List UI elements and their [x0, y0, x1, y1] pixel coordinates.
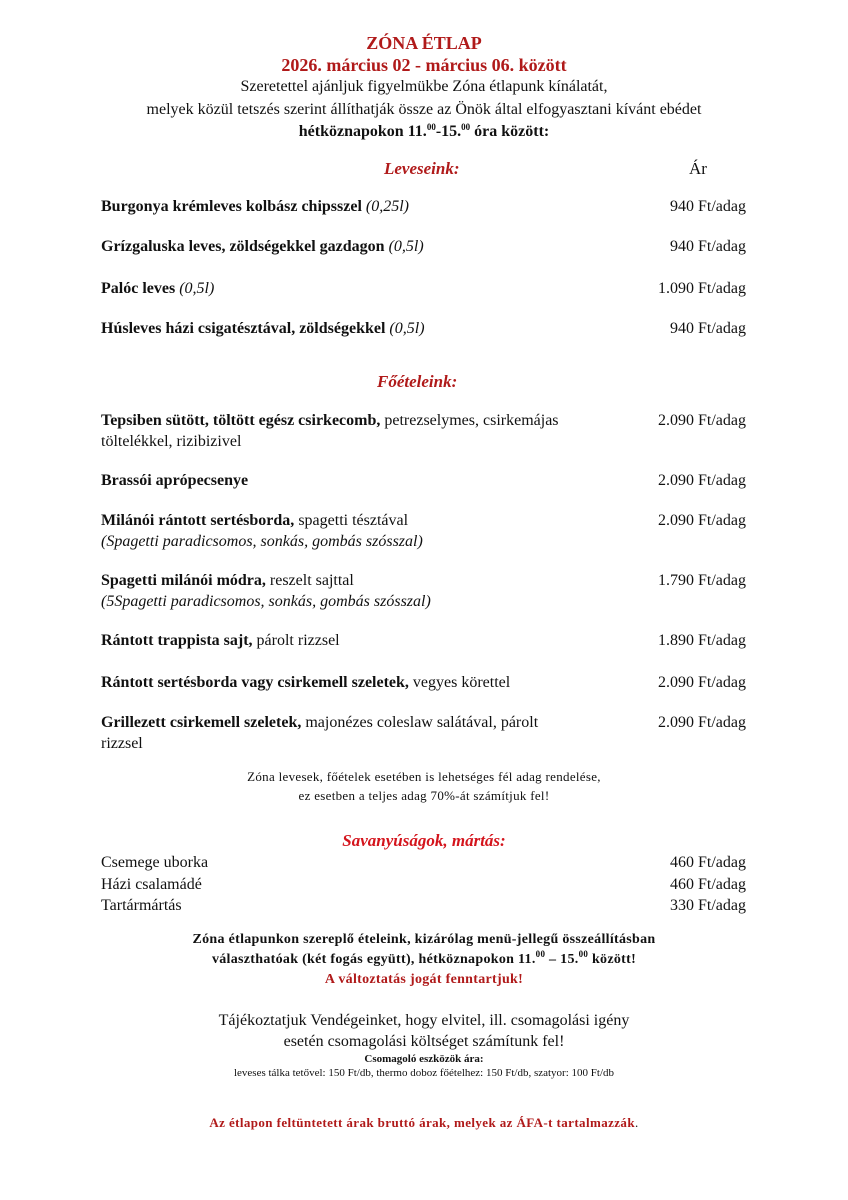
soup-name-bold: Palóc leves	[101, 280, 180, 297]
packaging-line-1: Tájékoztatjuk Vendégeinket, hogy elvitel, ill. csomagolási igény	[218, 1012, 630, 1029]
main-course-name-bold: Rántott sertésborda vagy csirkemell szeletek,	[101, 674, 409, 691]
main-course-name	[101, 410, 561, 452]
menu-note-sup-1: 00	[535, 949, 546, 959]
vat-note-text: Az étlapon feltüntetett árak bruttó árak, melyek az ÁFA-t tartalmazzák	[209, 1115, 635, 1130]
menu-note-line-2-prefix: választhatóak (két fogás együtt), hétköznapokon 11.	[211, 952, 536, 967]
soup-portion-size: (0,25l)	[365, 198, 409, 215]
pickle-item	[101, 895, 746, 916]
pickle-name: Csemege uborka	[101, 854, 209, 871]
pickle-item	[101, 874, 746, 895]
main-course-item	[101, 672, 746, 693]
main-course-name	[101, 712, 561, 754]
main-course-price: 2.090 Ft/adag	[658, 472, 746, 489]
packaging-prices: leveses tálka tetővel: 150 Ft/db, thermo doboz főételhez: 150 Ft/db, szatyor: 100 Ft/db	[233, 1067, 615, 1079]
menu-note-sup-2: 00	[578, 949, 589, 959]
packaging-line-2: esetén csomagolási költséget számítunk fel!	[283, 1033, 565, 1050]
main-course-side: reszelt sajttal	[265, 572, 354, 589]
main-course-side: spagetti tésztával	[294, 512, 409, 529]
pickle-name: Tartármártás	[101, 897, 182, 914]
menu-title: ZÓNA ÉTLAP	[366, 33, 482, 53]
mains-heading: Főételeink:	[377, 372, 458, 391]
menu-note-line-2-mid: – 15.	[545, 952, 579, 967]
soup-item	[101, 196, 746, 217]
vat-note-period: .	[634, 1115, 639, 1130]
main-course-sauce-note: (Spagetti paradicsomos, sonkás, gombás szósszal)	[101, 533, 423, 550]
date-range: 2026. március 02 - március 06. között	[281, 55, 567, 75]
half-portion-line-1: Zóna levesek, főételek esetében is lehetséges fél adag rendelése,	[247, 769, 601, 784]
soup-name-bold: Húsleves házi csigatésztával, zöldségekkel	[101, 320, 390, 337]
intro-line-2: melyek közül tetszés szerint állíthatják össze az Önök által elfogyasztani kívánt ebédet	[146, 101, 702, 118]
main-course-name	[101, 672, 621, 693]
main-course-name	[101, 510, 621, 552]
soups-heading: Leveseink:	[384, 159, 460, 178]
main-course-side: petrezselymes, csirkemájas töltelékkel, rizibizivel	[101, 412, 559, 450]
soup-name-bold: Grízgaluska leves, zöldségekkel gazdagon	[101, 238, 389, 255]
soup-item	[101, 236, 746, 257]
main-course-price: 2.090 Ft/adag	[658, 674, 746, 691]
main-course-item	[101, 510, 746, 552]
main-course-price: 1.890 Ft/adag	[658, 632, 746, 649]
menu-note-line-1: Zóna étlapunkon szereplő ételeink, kizárólag menü-jellegű összeállításban	[192, 932, 656, 947]
main-course-name-bold: Spagetti milánói módra,	[101, 572, 266, 589]
hours-sup-2: 00	[461, 122, 471, 132]
main-course-name-bold: Tepsiben sütött, töltött egész csirkecomb,	[101, 412, 381, 429]
main-course-price: 1.790 Ft/adag	[658, 572, 746, 589]
main-course-name-bold: Rántott trappista sajt,	[101, 632, 253, 649]
main-course-sauce-note: (5Spagetti paradicsomos, sonkás, gombás szósszal)	[101, 593, 431, 610]
soup-portion-size: (0,5l)	[389, 320, 425, 337]
soup-price: 940 Ft/adag	[670, 238, 746, 255]
soup-price: 940 Ft/adag	[670, 320, 746, 337]
main-course-price: 2.090 Ft/adag	[658, 714, 746, 731]
hours-sup-1: 00	[426, 122, 436, 132]
reserve-right-note: A változtatás jogát fenntartjuk!	[324, 972, 524, 987]
menu-note-line-2	[0, 950, 848, 970]
pickle-price: 460 Ft/adag	[670, 854, 746, 871]
opening-hours	[0, 123, 848, 141]
pickle-item	[101, 852, 746, 873]
half-portion-note	[0, 767, 848, 805]
pickle-name: Házi csalamádé	[101, 876, 202, 893]
hours-mid: -15.	[435, 123, 462, 140]
packaging-heading: Csomagoló eszközök ára:	[364, 1053, 484, 1065]
soup-name-bold: Burgonya krémleves kolbász chipsszel	[101, 198, 366, 215]
intro-line-1: Szeretettel ajánljuk figyelmükbe Zóna étlapunk kínálatát,	[240, 78, 608, 95]
packaging-info	[0, 1010, 848, 1079]
main-course-side: vegyes körettel	[408, 674, 511, 691]
main-course-item	[101, 630, 746, 651]
main-course-name-bold: Grillezett csirkemell szeletek,	[101, 714, 302, 731]
main-course-side: párolt rizzsel	[252, 632, 340, 649]
soup-portion-size: (0,5l)	[388, 238, 424, 255]
soup-name	[101, 318, 621, 339]
hours-suffix: óra között:	[470, 123, 550, 140]
main-course-name	[101, 630, 621, 651]
pickles-heading: Savanyúságok, mártás:	[342, 831, 506, 850]
soup-name	[101, 236, 621, 257]
menu-note	[0, 930, 848, 990]
soup-item	[101, 318, 746, 339]
main-course-side: majonézes coleslaw salátával, párolt rizzsel	[101, 714, 539, 752]
half-portion-line-2: ez esetben a teljes adag 70%-át számítjuk fel!	[298, 788, 550, 803]
main-course-name	[101, 570, 621, 612]
pickle-price: 460 Ft/adag	[670, 876, 746, 893]
main-course-item	[101, 410, 746, 452]
main-course-item	[101, 470, 746, 491]
vat-note	[0, 1115, 848, 1131]
soup-item	[101, 278, 746, 299]
pickle-price: 330 Ft/adag	[670, 897, 746, 914]
soup-price: 1.090 Ft/adag	[658, 280, 746, 297]
main-course-price: 2.090 Ft/adag	[658, 412, 746, 429]
main-course-item	[101, 712, 746, 754]
main-course-name-bold: Brassói aprópecsenye	[101, 472, 249, 489]
soup-name	[101, 196, 621, 217]
price-column-header: Ár	[689, 159, 707, 178]
main-course-name-bold: Milánói rántott sertésborda,	[101, 512, 295, 529]
main-course-price: 2.090 Ft/adag	[658, 512, 746, 529]
soup-price: 940 Ft/adag	[670, 198, 746, 215]
hours-prefix: hétköznapokon 11.	[298, 123, 427, 140]
main-course-name	[101, 470, 621, 491]
menu-note-line-2-suffix: között!	[588, 952, 637, 967]
main-course-item	[101, 570, 746, 612]
soup-portion-size: (0,5l)	[179, 280, 215, 297]
soup-name	[101, 278, 621, 299]
